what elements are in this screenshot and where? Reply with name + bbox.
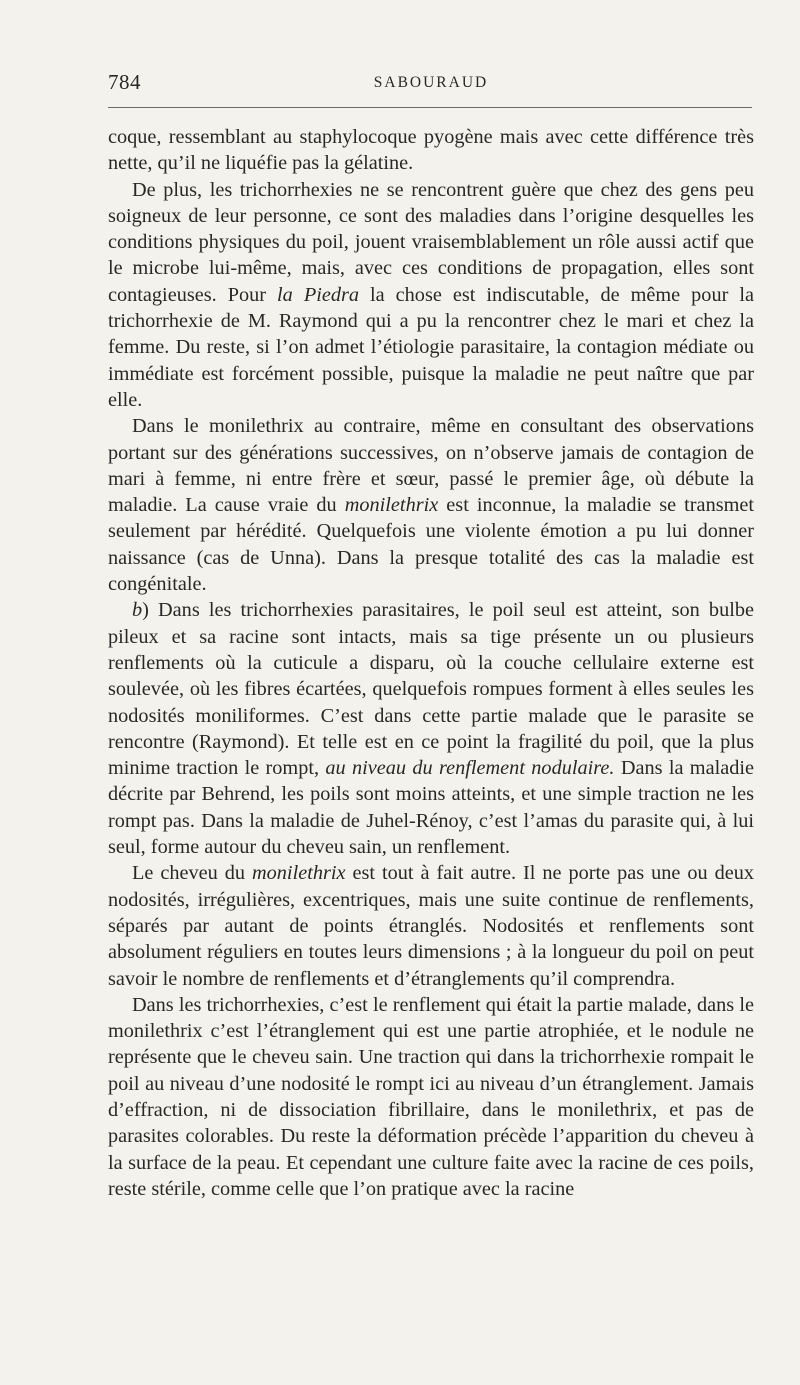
paragraph: [108, 992, 754, 1202]
running-head: SABOURAUD: [373, 74, 489, 91]
paragraph: [108, 597, 754, 860]
text-span: ) Dans les trichorrhexies parasitaires, le poil seul est atteint, son bulbe pileux et sa racine sont intacts, mais sa tige présente un ou plusieurs renflements où la cuticule a disparu, où la couche cellulaire externe est soulevée, où les fibres écartées, quelquefois rompues forment à elles seules les nodosités moniliformes. C’est dans cette partie malade que le parasite se rencontre (Raymond). Et telle est en ce point la fragilité du poil, que la plus minime traction le rompt,: [108, 599, 754, 780]
text-span: De plus, les trichorrhexies ne se rencontrent guère que chez des gens peu soigneux de leur personne, ce sont des maladies dans l’origine desquelles les conditions physiques du poil, jouent vraisemblablement un rôle aussi actif que le microbe lui-même, mais, avec ces conditions de propagation, elles sont contagieuses. Pour: [108, 178, 754, 306]
italic-span: monilethrix: [252, 862, 346, 885]
text-span: coque, ressemblant au staphylocoque pyogène mais avec cette différence très nette, qu’il ne liquéfie pas la gélatine.: [108, 126, 754, 175]
italic-span: monilethrix: [344, 494, 439, 517]
italic-span: la Piedra: [277, 283, 360, 306]
header-rule: [108, 107, 752, 108]
paragraph: [108, 124, 754, 177]
text-span: Dans la maladie décrite par Behrend, les poils sont moins atteints, et une simple traction ne les rompt pas. Dans la maladie de Juhel-Rénoy, c’est l’amas du parasite qui, à lui seul, forme autour du cheveu sain, un renflement.: [108, 757, 754, 859]
paragraph: [108, 177, 754, 414]
page-header: [108, 66, 754, 106]
italic-span: au niveau du renflement nodulaire.: [325, 757, 615, 780]
page-number: 784: [108, 70, 141, 94]
italic-span: b: [132, 599, 143, 622]
paragraph: [108, 860, 754, 991]
text-span: est inconnue, la maladie se transmet seulement par hérédité. Quelquefois une violente émotion a pu lui donner naissance (cas de Unna). Dans la presque totalité des cas la maladie est congénitale.: [108, 494, 755, 596]
paragraph: [108, 413, 754, 597]
text-span: Le cheveu du: [132, 862, 252, 885]
text-span: la chose est indiscutable, de même pour la trichorrhexie de M. Raymond qui a pu la rencontrer chez le mari et chez la femme. Du reste, si l’on admet l’étiologie parasitaire, la contagion médiate ou immédiate est forcément possible, puisque la maladie ne peut naître que par elle.: [108, 283, 754, 411]
text-span: Dans le monilethrix au contraire, même en consultant des observations portant sur des générations successives, on n’observe jamais de contagion de mari à femme, ni entre frère et sœur, passé le premier âge, où débute la maladie. La cause vraie du: [108, 415, 754, 517]
text-span: est tout à fait autre. Il ne porte pas une ou deux nodosités, irrégulières, excentriques, mais une suite continue de renflements, séparés par autant de points étranglés. Nodosités et renflements sont absolument réguliers en toutes leurs dimensions ; à la longueur du poil on peut savoir le nombre de renflements et d’étranglements qu’il comprendra.: [108, 862, 755, 990]
text-span: Dans les trichorrhexies, c’est le renflement qui était la partie malade, dans le monilethrix c’est l’étranglement qui est une partie atrophiée, et le nodule ne représente que le cheveu sain. Une traction qui dans la trichorrhexie rompait le poil au niveau d’une nodosité le rompt ici au niveau d’un étranglement. Jamais d’effraction, ni de dissociation fibrillaire, dans le monilethrix, et pas de parasites colorables. Du reste la déformation précède l’apparition du cheveu à la surface de la peau. Et cependant une culture faite avec la racine de ces poils, reste stérile, comme celle que l’on pratique avec la racine: [108, 993, 754, 1200]
body-text: [108, 124, 754, 1202]
